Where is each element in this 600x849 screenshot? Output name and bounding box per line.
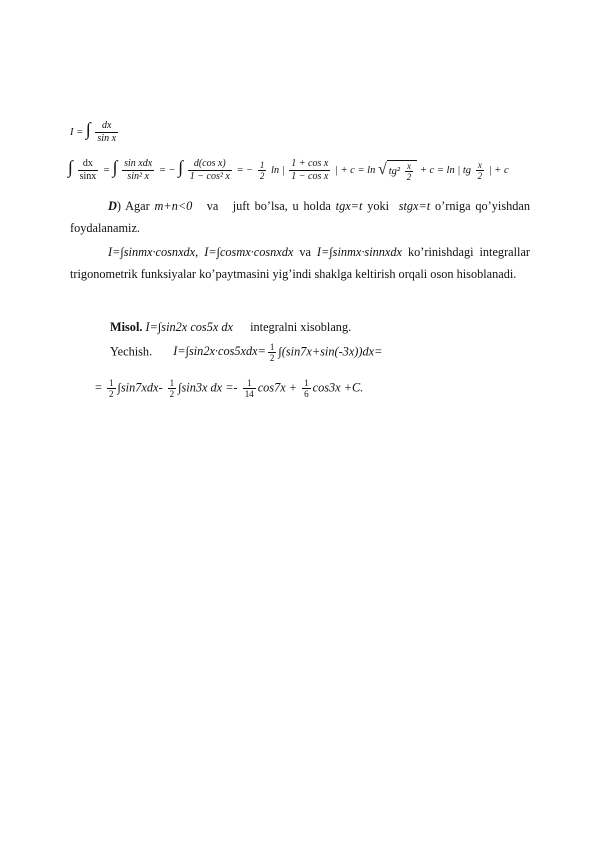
result-line xyxy=(95,378,363,399)
sqrt-body: tg² xyxy=(388,165,401,177)
solution-half-den: 2 xyxy=(269,353,275,363)
para1-text-b: va juft bo’lsa, u holda xyxy=(192,199,336,213)
eq2-tail-2: + c = ln | tg xyxy=(419,165,472,176)
eq1-lhs: I = xyxy=(70,127,84,138)
eq2-f1-den: sinx xyxy=(79,171,97,183)
eq2-fraction-6 xyxy=(405,161,414,182)
eq2-ln: ln | xyxy=(270,165,285,176)
eq2-fraction-5 xyxy=(289,158,330,183)
eq2-f4-num: 1 xyxy=(259,160,265,171)
eq1-numerator: dx xyxy=(95,120,118,133)
integral-sign: ∫ xyxy=(85,119,91,139)
para1-label: D xyxy=(108,199,117,213)
eq2-f5-den: 1 − cos x xyxy=(291,171,329,183)
eq2-f6-den: 2 xyxy=(406,171,412,182)
example-line xyxy=(110,320,351,335)
eq2-fraction-1 xyxy=(78,158,99,183)
solution-half-num: 1 xyxy=(269,342,275,352)
para2-formula-3: I=∫sinmx·sinnxdx xyxy=(316,245,402,259)
result-b-den: 2 xyxy=(169,389,175,399)
result-c-den: 14 xyxy=(244,389,254,399)
solution-line xyxy=(110,342,382,363)
integral-sign: ∫ xyxy=(178,157,184,177)
solution-lhs: I=∫sin2x·cos5xdx= xyxy=(173,344,266,359)
para1-text-a: ) Agar xyxy=(116,199,155,213)
example-formula: I=∫sin2x cos5x dx xyxy=(145,320,234,334)
eq2-f4-den: 2 xyxy=(259,171,265,182)
result-equals: = xyxy=(95,380,102,395)
para2-formula-1: I=∫sinmx·cosnxdx, xyxy=(108,245,199,259)
sqrt-radicand xyxy=(387,160,417,182)
result-d-den: 6 xyxy=(304,389,309,399)
result-b-int: ∫sin3x dx =- xyxy=(178,380,238,395)
paragraph-d xyxy=(70,195,530,239)
solution-rhs: ∫(sin7x+sin(-3x))dx= xyxy=(278,344,383,359)
eq2-f2-den: sin² x xyxy=(127,171,149,183)
paragraph-products xyxy=(70,241,530,285)
para2-and: va xyxy=(299,245,311,259)
para1-text-c: yoki xyxy=(362,199,399,213)
equation-2 xyxy=(68,158,509,183)
eq2-f5-num: 1 + cos x xyxy=(291,158,329,170)
eq2-fraction-2 xyxy=(122,158,154,183)
eq2-fraction-7 xyxy=(476,160,485,181)
result-c-num: 1 xyxy=(243,378,256,389)
result-frac-c xyxy=(243,378,256,399)
solution-half xyxy=(268,342,277,363)
eq2-f3-num: d(cos x) xyxy=(188,158,232,171)
eq2-f6-num: x xyxy=(405,161,414,172)
eq2-tail-3: | + c xyxy=(488,165,509,176)
result-frac-d xyxy=(302,378,311,399)
para1-condition: m+n<0 xyxy=(154,199,193,213)
result-frac-a xyxy=(107,378,116,399)
para1-substitution-2: stgx=t xyxy=(398,199,431,213)
result-a-den: 2 xyxy=(109,389,114,399)
eq2-equals-b: = − xyxy=(158,165,176,176)
result-c-fn: cos7x + xyxy=(257,380,298,395)
eq2-fraction-4 xyxy=(258,160,267,181)
result-frac-b xyxy=(168,378,177,399)
square-root xyxy=(378,160,417,182)
eq2-f7-num: x xyxy=(476,160,485,171)
eq2-f7-den: 2 xyxy=(477,171,483,182)
integral-sign: ∫ xyxy=(112,157,118,177)
equation-1 xyxy=(70,120,120,145)
integral-sign: ∫ xyxy=(68,157,73,177)
eq2-tail-1: | + c = ln xyxy=(334,165,376,176)
eq2-f2-num: sin xdx xyxy=(124,158,153,170)
example-label: Misol. xyxy=(110,320,143,334)
result-d-fn: cos3x +C. xyxy=(312,380,364,395)
eq2-f1-num: dx xyxy=(78,158,99,171)
eq1-denominator: sin x xyxy=(97,133,117,145)
sqrt-icon: √ xyxy=(377,160,387,178)
eq1-fraction xyxy=(95,120,118,145)
eq2-equals-c: = − xyxy=(236,165,254,176)
eq2-fraction-3 xyxy=(188,158,232,183)
para1-text-d: o’rniga qo’yishdan foydalanamiz. xyxy=(70,199,531,235)
result-b-num: 1 xyxy=(169,378,175,388)
result-a-int: ∫sin7xdx- xyxy=(117,380,163,395)
solution-label: Yechish. xyxy=(110,344,153,359)
eq2-f3-den: 1 − cos² x xyxy=(189,171,230,183)
para1-substitution-1: tgx=t xyxy=(335,199,363,213)
result-a-num: 1 xyxy=(109,378,114,388)
para2-formula-2: I=∫cosmx·cosnxdx xyxy=(204,245,294,259)
example-text: integralni xisoblang. xyxy=(250,320,352,334)
eq2-equals-a: = xyxy=(102,165,110,176)
para2-text: ko’rinishdagi integrallar trigonometrik funksiyalar ko’paytmasini yig’indi shaklga keltirish orqali oson hisoblanadi. xyxy=(70,245,531,281)
result-d-num: 1 xyxy=(304,378,309,388)
